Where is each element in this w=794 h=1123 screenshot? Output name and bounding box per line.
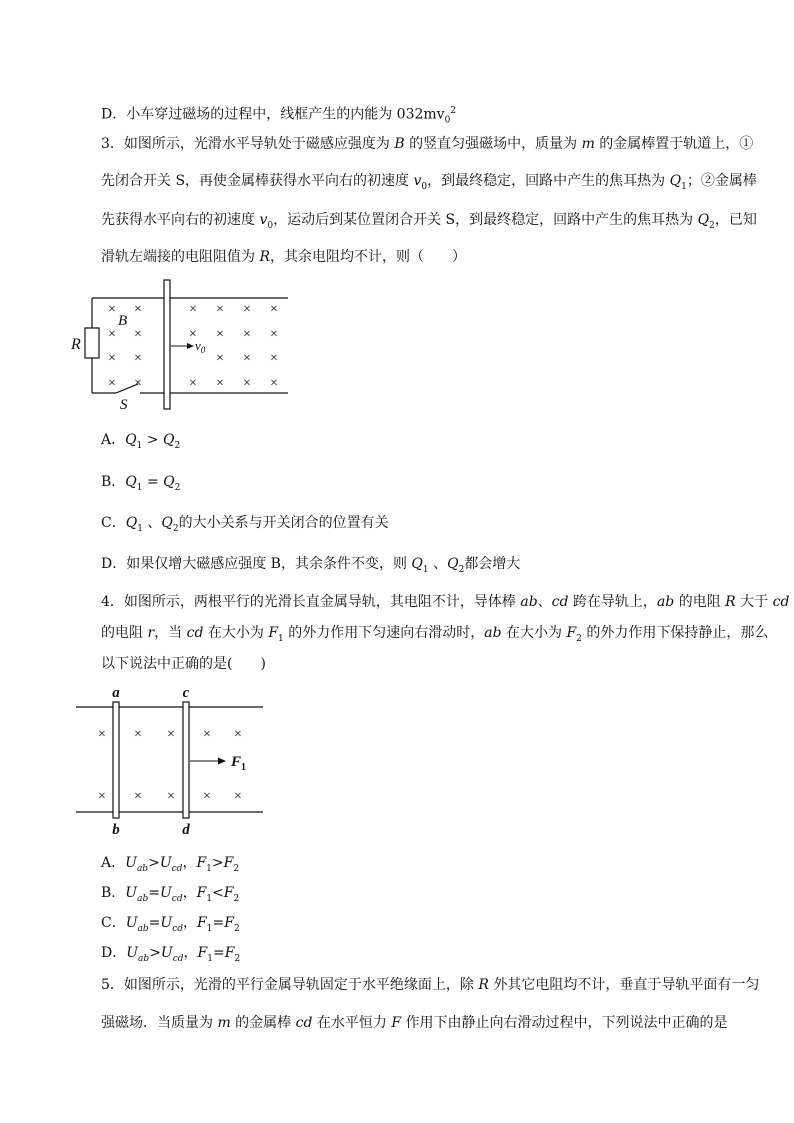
q4-option-a[interactable]: A．$U_{ab}>U_{cd}$，$F_1>F_2$ (101, 855, 240, 874)
field-cross: × (134, 727, 142, 742)
q4-rails-figure (70, 682, 270, 840)
label-b: b (112, 822, 120, 838)
field-cross: × (134, 789, 142, 804)
q3-stem-line1: 3．如图所示，光滑水平导轨处于磁感应强度为 B 的竖直匀强磁场中，质量为 m 的金属棒置于轨道上，① (101, 136, 754, 152)
field-cross: × (108, 351, 116, 366)
field-cross: × (134, 351, 142, 366)
field-cross: × (189, 376, 197, 391)
q3-option-c[interactable]: C．$Q_1$ 、$Q_2$的大小关系与开关闭合的位置有关 (101, 515, 389, 534)
field-cross: × (270, 376, 278, 391)
field-cross: × (216, 376, 224, 391)
label-a: a (112, 685, 120, 701)
field-cross: × (108, 376, 116, 391)
field-cross: × (234, 727, 242, 742)
field-cross: × (243, 302, 251, 317)
q5-stem-line2: 强磁场．当质量为 m 的金属棒 cd 在水平恒力 F 作用下由静止向右滑动过程中，下列说法中正确的是 (101, 1015, 728, 1031)
field-cross: × (167, 789, 175, 804)
field-cross: × (108, 327, 116, 342)
resistor-symbol (85, 328, 99, 358)
q2-option-d: D．小车穿过磁场的过程中，线框产生的内能为 $032mv_0^2$ (101, 106, 457, 126)
field-cross: × (270, 327, 278, 342)
metal-bar (164, 280, 170, 409)
field-cross: × (203, 727, 211, 742)
label-v0: $v_0$ (195, 338, 206, 355)
field-cross: × (243, 327, 251, 342)
q3-stem-line3: 先获得水平向右的初速度 $v_0$，运动后到某位置闭合开关 S，到最终稳定，回路中产生的焦耳热为 $Q_2$，已知 (101, 212, 757, 231)
field-cross: × (108, 302, 116, 317)
field-cross: × (270, 302, 278, 317)
field-cross: × (234, 789, 242, 804)
field-cross: × (167, 727, 175, 742)
q3-option-b[interactable]: B．$Q_1 = Q_2$ (101, 474, 181, 493)
field-cross: × (134, 376, 142, 391)
label-f1: $F_1$ (231, 754, 247, 773)
field-cross: × (216, 351, 224, 366)
label-r: R (71, 336, 81, 353)
q3-option-d[interactable]: D．如果仅增大磁感应强度 B，其余条件不变，则 $Q_1$ 、$Q_2$都会增大 (101, 556, 521, 575)
q4-stem-line2: 的电阻 r，当 cd 在大小为 $F_1$ 的外力作用下匀速向右滑动时，ab 在大小为 $F_2$ 的外力作用下保持静止，那么 (101, 625, 769, 644)
q4-stem-line1: 4．如图所示，两根平行的光滑长直金属导轨，其电阻不计，导体棒 ab、cd 跨在导轨上，ab 的电阻 R 大于 cd (101, 594, 790, 610)
field-cross: × (203, 789, 211, 804)
bar-cd (183, 702, 189, 818)
label-s: S (120, 397, 128, 413)
q4-option-b[interactable]: B．$U_{ab}=U_{cd}$，$F_1<F_2$ (101, 885, 240, 904)
field-cross: × (134, 302, 142, 317)
q3-stem-line2: 先闭合开关 S，再使金属棒获得水平向右的初速度 $v_0$，到最终稳定，回路中产生的焦耳热为 $Q_1$；②金属棒 (101, 173, 757, 192)
field-cross: × (270, 351, 278, 366)
field-cross: × (134, 327, 142, 342)
q4-option-d[interactable]: D．$U_{ab}>U_{cd}$，$F_1=F_2$ (101, 945, 241, 964)
field-cross: × (243, 351, 251, 366)
q5-stem-line1: 5．如图所示，光滑的平行金属导轨固定于水平绝缘面上，除 R 外其它电阻均不计，垂直于导轨平面有一匀 (101, 977, 760, 993)
field-cross: × (98, 727, 106, 742)
q3-circuit-figure (60, 272, 300, 417)
field-cross: × (98, 789, 106, 804)
q4-option-c[interactable]: C．$U_{ab}=U_{cd}$，$F_1=F_2$ (101, 915, 240, 934)
label-c: c (182, 685, 190, 701)
label-d: d (182, 822, 190, 838)
field-cross: × (189, 327, 197, 342)
q3-stem-line4: 滑轨左端接的电阻阻值为 R，其余电阻均不计，则（ ） (101, 249, 466, 265)
q3-option-a[interactable]: A．$Q_1 > Q_2$ (101, 432, 181, 451)
bar-ab (113, 702, 119, 818)
field-cross: × (216, 327, 224, 342)
field-cross: × (189, 302, 197, 317)
field-cross: × (243, 376, 251, 391)
label-b: B (118, 313, 128, 329)
field-cross: × (216, 302, 224, 317)
q4-stem-line3: 以下说法中正确的是( ) (101, 656, 266, 672)
